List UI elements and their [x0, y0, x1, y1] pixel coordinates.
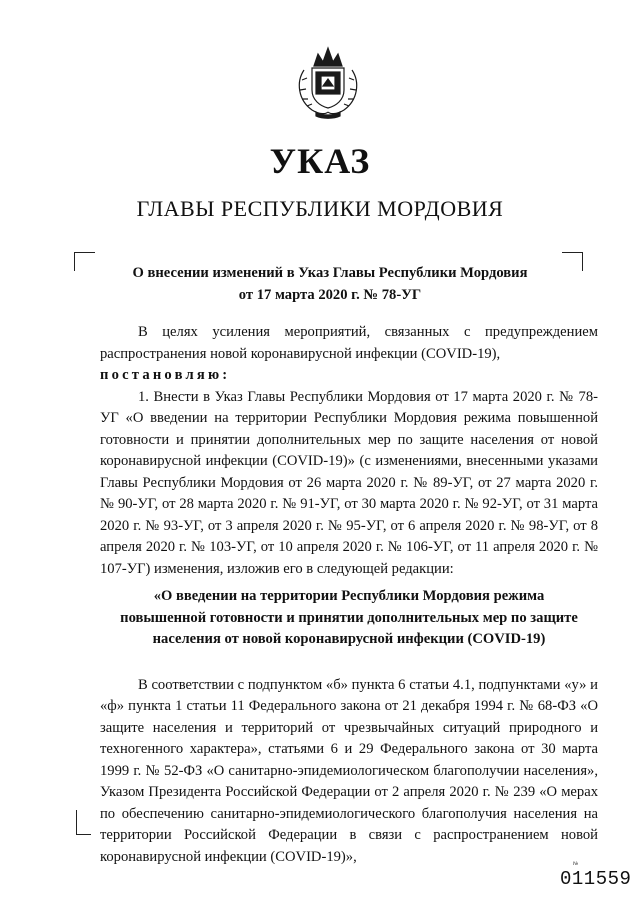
document-subtitle: ГЛАВЫ РЕСПУБЛИКИ МОРДОВИЯ — [136, 196, 504, 221]
corner-bracket-top-right — [562, 252, 583, 271]
quoted-title-line-2: повышенной готовности и принятии дополнительных мер по защите — [120, 609, 578, 626]
corner-bracket-bottom-left — [76, 810, 91, 835]
document-serial-number: 011559 — [560, 868, 632, 890]
corner-bracket-top-left — [74, 252, 95, 271]
quoted-title-line-1: «О введении на территории Республики Мордовия режима — [153, 588, 545, 604]
coat-of-arms-emblem — [290, 40, 366, 120]
decree-body — [100, 322, 598, 868]
decree-word — [100, 365, 598, 387]
basis-paragraph: В соответствии с подпунктом «б» пункта 6 статьи 4.1, подпунктами «у» и «ф» пункта 1 статьи 11 Федерального закона от 21 декабря 1994 г. № 68-ФЗ «О защите населения и территорий от чрезвычайных ситуаций природного и техногенного характера», статьями 6 и 29 Федерального закона от 30 марта 1999 г. № 52-ФЗ «О санитарно-эпидемиологическом благополучии населения», Указом Президента Российской Федерации от 2 апреля 2020 г. № 239 «О мерах по обеспечению санитарно-эпидемиологического благополучия населения на территории Российской Федерации в связи с распространением новой коронавирусной инфекции (COVID-19)», — [100, 676, 598, 865]
intro-paragraph: В целях усиления мероприятий, связанных с предупреждением распространения новой коронавирусной инфекции (COVID-19), — [100, 324, 598, 362]
document-title: УКАЗ — [269, 141, 371, 181]
heading-line-2: от 17 марта 2020 г. № 78-УГ — [238, 287, 422, 303]
quoted-title-line-3: населения от новой коронавирусной инфекции (COVID-19) — [152, 631, 546, 647]
serial-prefix: № — [573, 861, 579, 867]
decree-word-text: постановляю: — [100, 367, 231, 383]
decree-heading — [100, 262, 560, 306]
item-1-paragraph: 1. Внести в Указ Главы Республики Мордовия от 17 марта 2020 г. № 78-УГ «О введении на территории Республики Мордовия режима повышенной готовности и принятии дополнительных мер по защите населения от новой коронавирусной инфекции (COVID-19)» (с изменениями, внесенными указами Главы Республики Мордовия от 26 марта 2020 г. № 89-УГ, от 27 марта 2020 г. № 90-УГ, от 28 марта 2020 г. № 91-УГ, от 30 марта 2020 г. № 92-УГ, от 31 марта 2020 г. № 93-УГ, от 3 апреля 2020 г. № 95-УГ, от 6 апреля 2020 г. № 98-УГ, от 8 апреля 2020 г. № 103-УГ, от 10 апреля 2020 г. № 106-УГ, от 11 апреля 2020 г. № 107-УГ) изменения, изложив его в следующей редакции: — [100, 388, 598, 577]
heading-line-1: О внесении изменений в Указ Главы Республики Мордовия — [132, 265, 528, 281]
